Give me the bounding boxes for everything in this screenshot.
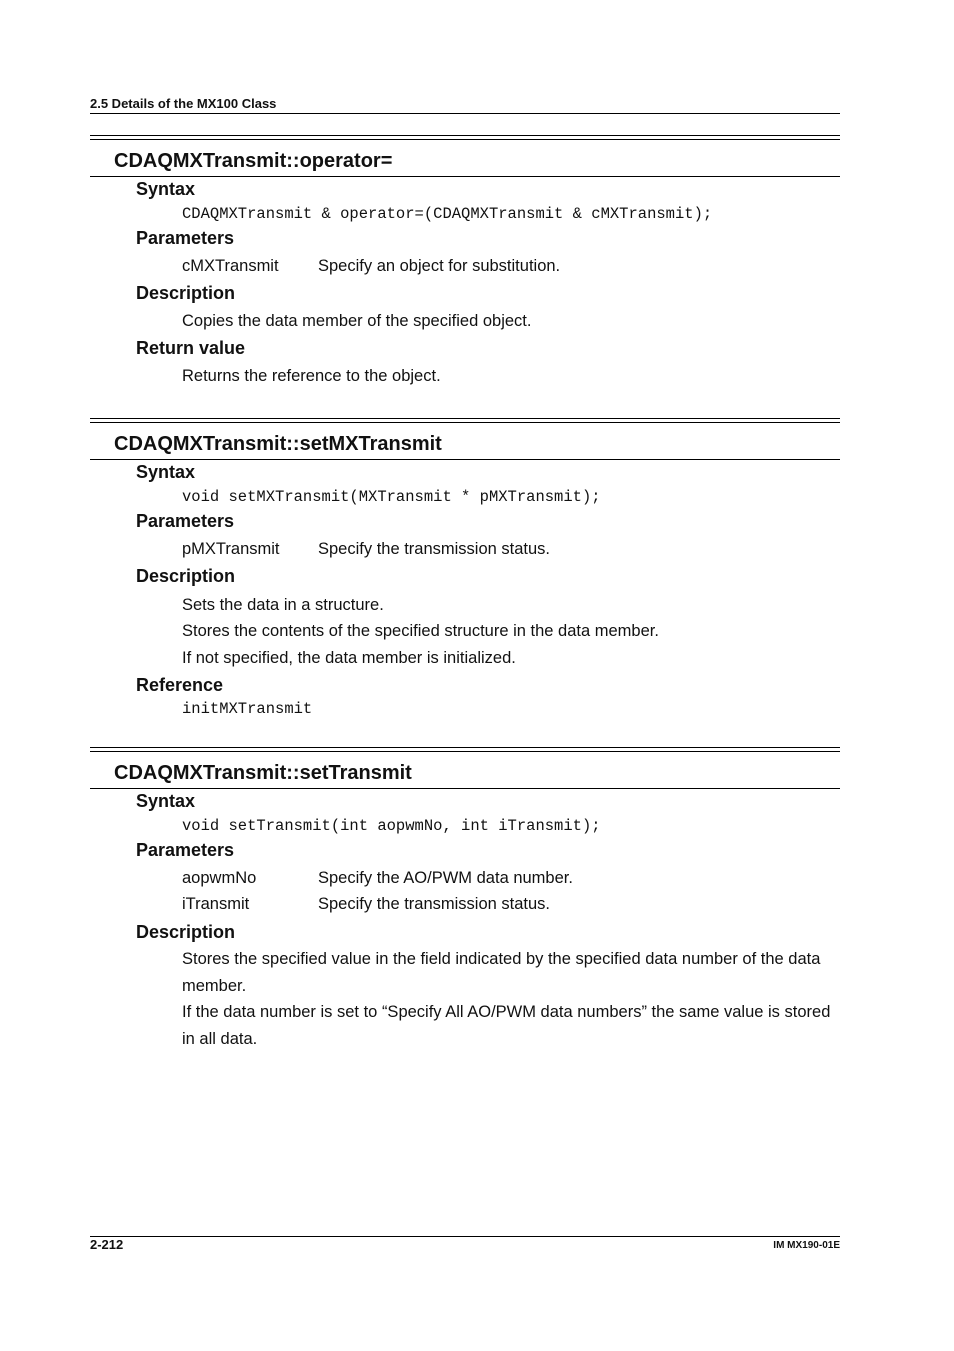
param-description: Specify the transmission status. [318, 895, 551, 913]
description-text: If not specified, the data member is initialized. [182, 649, 516, 667]
reference-label: Reference [136, 675, 224, 695]
title-rule [90, 788, 840, 789]
description-text: Stores the contents of the specified structure in the data member. [182, 622, 659, 640]
section-rule [90, 747, 840, 752]
description-label: Description [136, 922, 236, 942]
section-setmxtransmit [90, 418, 840, 728]
section-title: CDAQMXTransmit::operator= [114, 150, 393, 172]
parameters-label: Parameters [136, 228, 235, 248]
page-number: 2-212 [90, 1237, 124, 1252]
param-description: Specify the AO/PWM data number. [318, 869, 573, 887]
section-settransmit [90, 747, 840, 1067]
parameters-label: Parameters [136, 840, 235, 860]
reference-link[interactable]: initMXTransmit [182, 700, 313, 718]
syntax-label: Syntax [136, 791, 196, 811]
description-paragraph: If the data number is set to “Specify All AO/PWM data numbers” the same value is stored in all data. [182, 1003, 831, 1048]
parameters-label: Parameters [136, 511, 235, 531]
syntax-code: void setMXTransmit(MXTransmit * pMXTransmit); [182, 488, 601, 506]
param-description: Specify the transmission status. [318, 540, 551, 558]
description-label: Description [136, 283, 236, 303]
syntax-code: CDAQMXTransmit & operator=(CDAQMXTransmit & cMXTransmit); [182, 205, 713, 223]
syntax-code: void setTransmit(int aopwmNo, int iTransmit); [182, 817, 601, 835]
section-title: CDAQMXTransmit::setTransmit [114, 762, 412, 784]
param-description: Specify an object for substitution. [318, 257, 561, 275]
section-operator-assign [90, 135, 840, 405]
title-rule [90, 459, 840, 460]
description-text: Sets the data in a structure. [182, 596, 384, 614]
title-rule [90, 176, 840, 177]
param-name: aopwmNo [182, 869, 257, 887]
syntax-label: Syntax [136, 179, 196, 199]
description-paragraph: Stores the specified value in the field indicated by the specified data number of the data member. [182, 950, 821, 995]
description-label: Description [136, 566, 236, 586]
syntax-label: Syntax [136, 462, 196, 482]
header-rule [90, 113, 840, 114]
param-name: iTransmit [182, 895, 250, 913]
section-title: CDAQMXTransmit::setMXTransmit [114, 433, 442, 455]
footer-rule [90, 1236, 840, 1237]
running-header: 2.5 Details of the MX100 Class [90, 96, 277, 111]
section-rule [90, 418, 840, 423]
description-text: Copies the data member of the specified object. [182, 312, 532, 330]
section-rule [90, 135, 840, 140]
param-name: cMXTransmit [182, 257, 279, 275]
return-value-label: Return value [136, 338, 246, 358]
param-name: pMXTransmit [182, 540, 280, 558]
document-id: IM MX190-01E [773, 1240, 840, 1251]
return-value-text: Returns the reference to the object. [182, 367, 441, 385]
